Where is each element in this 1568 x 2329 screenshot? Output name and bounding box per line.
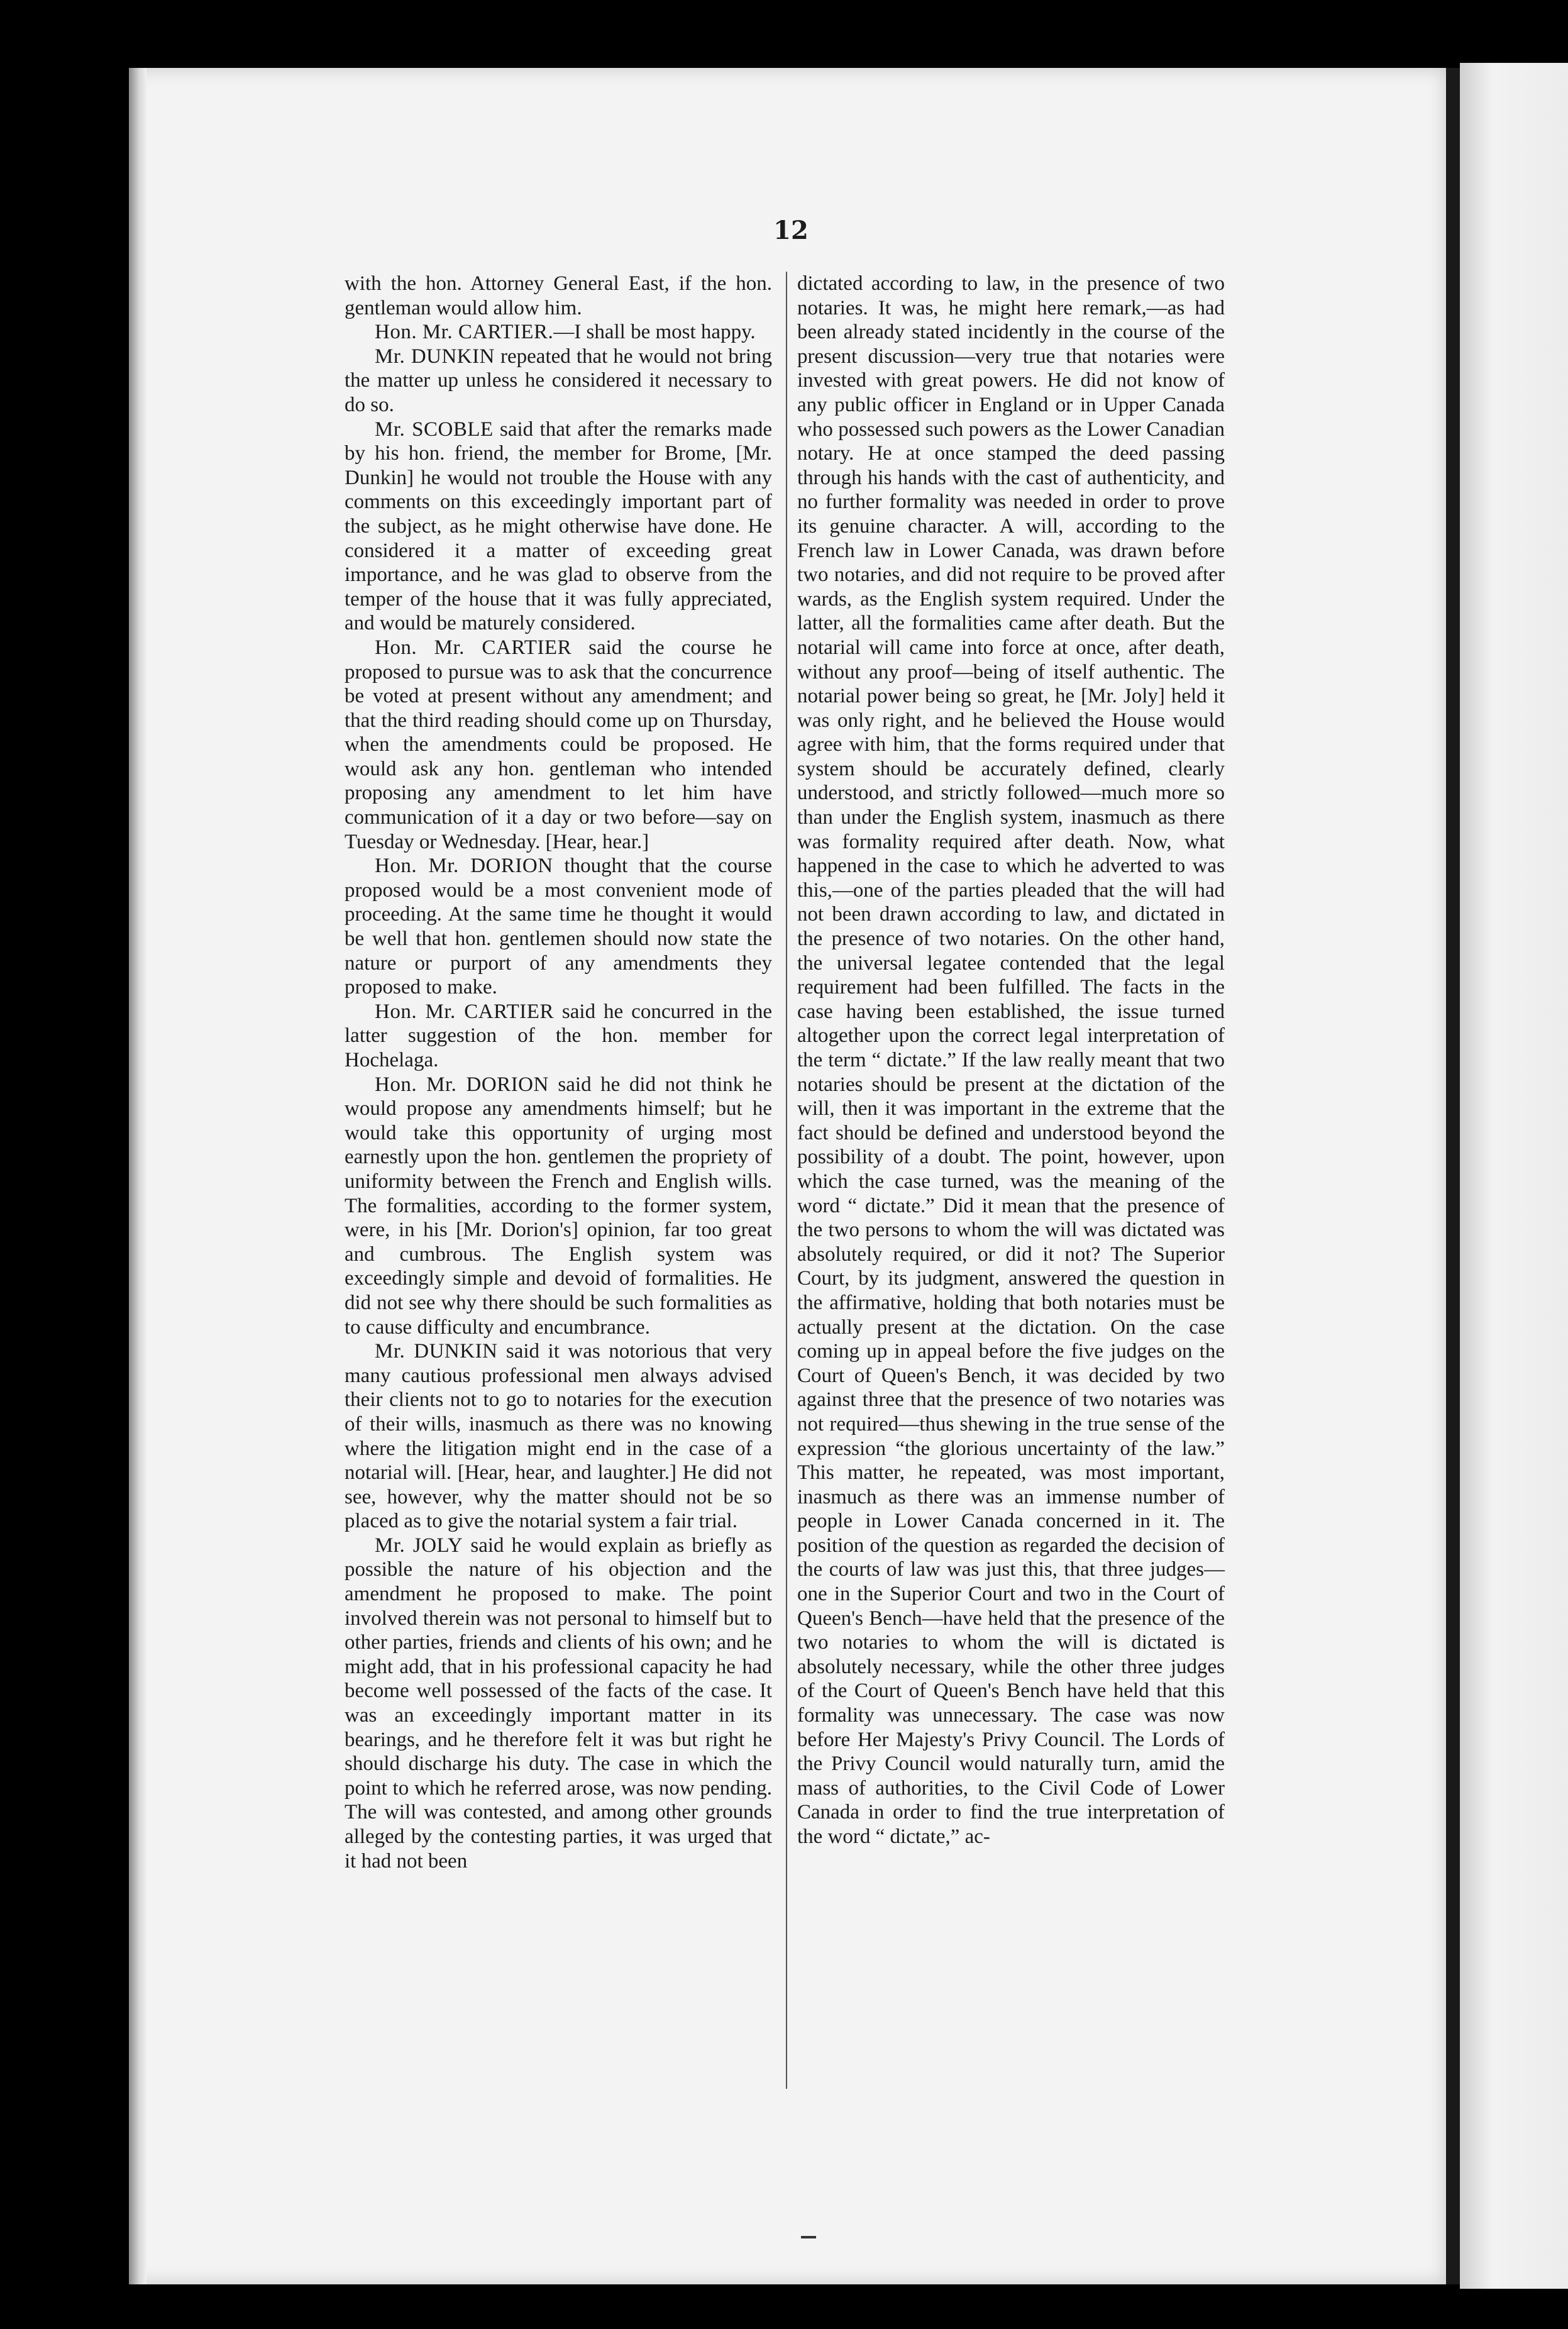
speaker-name: Hon. Mr. CARTIER. (375, 321, 554, 344)
paragraph (345, 272, 772, 320)
speaker-name: Mr. DUNKIN (375, 1340, 498, 1363)
speaker-name: Mr. SCOBLE (375, 418, 494, 441)
page-number: 12 (773, 216, 809, 245)
paragraph (345, 636, 772, 854)
scanned-page (129, 68, 1446, 2284)
column-divider (786, 272, 787, 2089)
speaker-name: Mr. JOLY (375, 1534, 463, 1557)
paragraph (345, 854, 772, 1000)
paragraph (345, 418, 772, 636)
page-gutter (1446, 68, 1460, 2284)
paragraph-text: said the course he proposed to pursue was to ask that the concurrence be voted at present without any amendment; and that the third reading should come up on Thursday, when the amendments could be proposed. He would ask any hon. gentleman who intended proposing any amendment to let him have communication of it a day or two before—say on Tuesday or Wednesday. [Hear, hear.] (345, 636, 773, 853)
paragraph (345, 1073, 772, 1340)
paragraph (345, 320, 772, 345)
paragraph-text: dictated according to law, in the presence of two notaries. It was, he might here remark,—as had been already stated incidently in the course of the present discussion—very true that notaries were invested with great powers. He did not know of any public officer in England or in Upper Canada who possessed such powers as the Lower Canadian notary. He at once stamped the deed passing through his hands with the cast of authenticity, and no further formality was needed in order to prove its genuine character. A will, according to the French law in Lower Canada, was drawn before two notaries, and did not require to be proved after wards, as the English system required. Under the latter, all the formalities came after death. But the notarial will came into force at once, after death, without any proof—being of itself authentic. The notarial power being so great, he [Mr. Joly] held it was only right, and he believed the House would agree with him, that the forms required under that system should be accurately defined, clearly understood, and strictly followed—much more so than under the English system, inasmuch as there was formality required after death. Now, what happened in the case to which he adverted to was this,—one of the parties pleaded that the will had not been drawn according to law, and dictated in the presence of two notaries. On the other hand, the universal legatee contended that the legal requirement had been fulfilled. The facts in the case having been established, the issue turned altogether upon the correct legal interpretation of the term “ dictate.” If the law really meant that two notaries should be present at the dictation of the will, then it was important in the extreme that the fact should be defined and understood beyond the possibility of a doubt. The point, however, upon which the case turned, was the meaning of the word “ dictate.” Did it mean that the presence of the two persons to whom the will was dictated was absolutely required, or did it not? The Superior Court, by its judgment, answered the question in the affirmative, holding that both notaries must be actually present at the dictation. On the case coming up in appeal before the five judges on the Court of Queen's Bench, it was decided by two against three that the presence of two notaries was not required—thus shewing in the true sense of the expression “the glorious uncertainty of the law.” This matter, he repeated, was most important, inasmuch as there was an immense number of people in Lower Canada concerned in it. The position of the question as regarded the decision of the courts of law was just this, that three judges—one in the Superior Court and two in the Court of Queen's Bench—have held that the presence of the two notaries to whom the will is dictated is absolutely necessary, while the other three judges of the Court of Queen's Bench have held that this formality was unnecessary. The case was now before Her Majesty's Privy Council. The Lords of the Privy Council would naturally turn, amid the mass of authorities, to the Civil Code of Lower Canada in order to find the true interpretation of the word “ dictate,” ac- (797, 272, 1225, 1848)
paragraph-text: said he would explain as briefly as possible the nature of his objection and the amendment he proposed to make. The point involved therein was not personal to himself but to other parties, friends and clients of his own; and he might add, that in his professional capacity he had become well possessed of the facts of the case. It was an exceedingly important matter in its bearings, and he therefore felt it was but right he should discharge his duty. The case in which the point to which he referred arose, was now pending. The will was contested, and among other grounds alleged by the contesting parties, it was urged that it had not been (345, 1534, 772, 1873)
page-left-edge-shadow (129, 68, 146, 2284)
paragraph (345, 1534, 772, 1873)
speaker-name: Hon. Mr. CARTIER (375, 1000, 554, 1023)
paragraph (345, 345, 772, 418)
paragraph (345, 1339, 772, 1534)
paragraph-text: said that after the remarks made by his hon. friend, the member for Brome, [Mr. Dunkin] he would not trouble the House with any comments on this exceedingly important part of the subject, as he might otherwise have done. He considered it a matter of exceeding great importance, and he was glad to observe from the temper of the house that it was fully appreciated, and would be maturely considered. (345, 418, 772, 635)
paragraph-text: thought that the course proposed would be a most convenient mode of proceeding. At the same time he thought it would be well that hon. gentlemen should now state the nature or purport of any amendments they proposed to make. (345, 855, 773, 999)
speaker-name: Mr. DUNKIN (375, 345, 495, 368)
speaker-name: Hon. Mr. DORION (375, 855, 553, 878)
paragraph-text: said it was notorious that very many cautious professional men always advised their clients not to go to notaries for the execution of their wills, inasmuch as there was no knowing where the litigation might end in the case of a notarial will. [Hear, hear, and laughter.] He did not see, however, why the matter should not be so placed as to give the notarial system a fair trial. (345, 1340, 772, 1533)
paragraph-text: said he did not think he would propose any amendments himself; but he would take this opportunity of urging most earnestly upon the hon. gentlemen the propriety of uniformity between the French and English wills. The formalities, according to the former system, were, in his [Mr. Dorion's] opinion, far too great and cumbrous. The English system was exceedingly simple and devoid of formalities. He did not see why there should be such formalities as to cause difficulty and encumbrance. (345, 1073, 772, 1339)
adjacent-page-edge (1460, 63, 1568, 2289)
paragraph-text: —I shall be most happy. (553, 321, 756, 344)
paragraph (797, 272, 1225, 1849)
speaker-name: Hon. Mr. CARTIER (375, 636, 572, 659)
right-text-column (797, 272, 1225, 1849)
paragraph-text: said he concurred in the latter suggestion of the hon. member for Hochelaga. (345, 1000, 772, 1071)
speaker-name: Hon. Mr. DORION (375, 1073, 549, 1096)
printer-mark (801, 2236, 816, 2238)
paragraph-text: with the hon. Attorney General East, if the hon. gentleman would allow him. (345, 272, 772, 319)
left-text-column (345, 272, 772, 1873)
paragraph-text: repeated that he would not bring the matter up unless he considered it necessary to do so. (345, 345, 772, 416)
paragraph (345, 1000, 772, 1073)
